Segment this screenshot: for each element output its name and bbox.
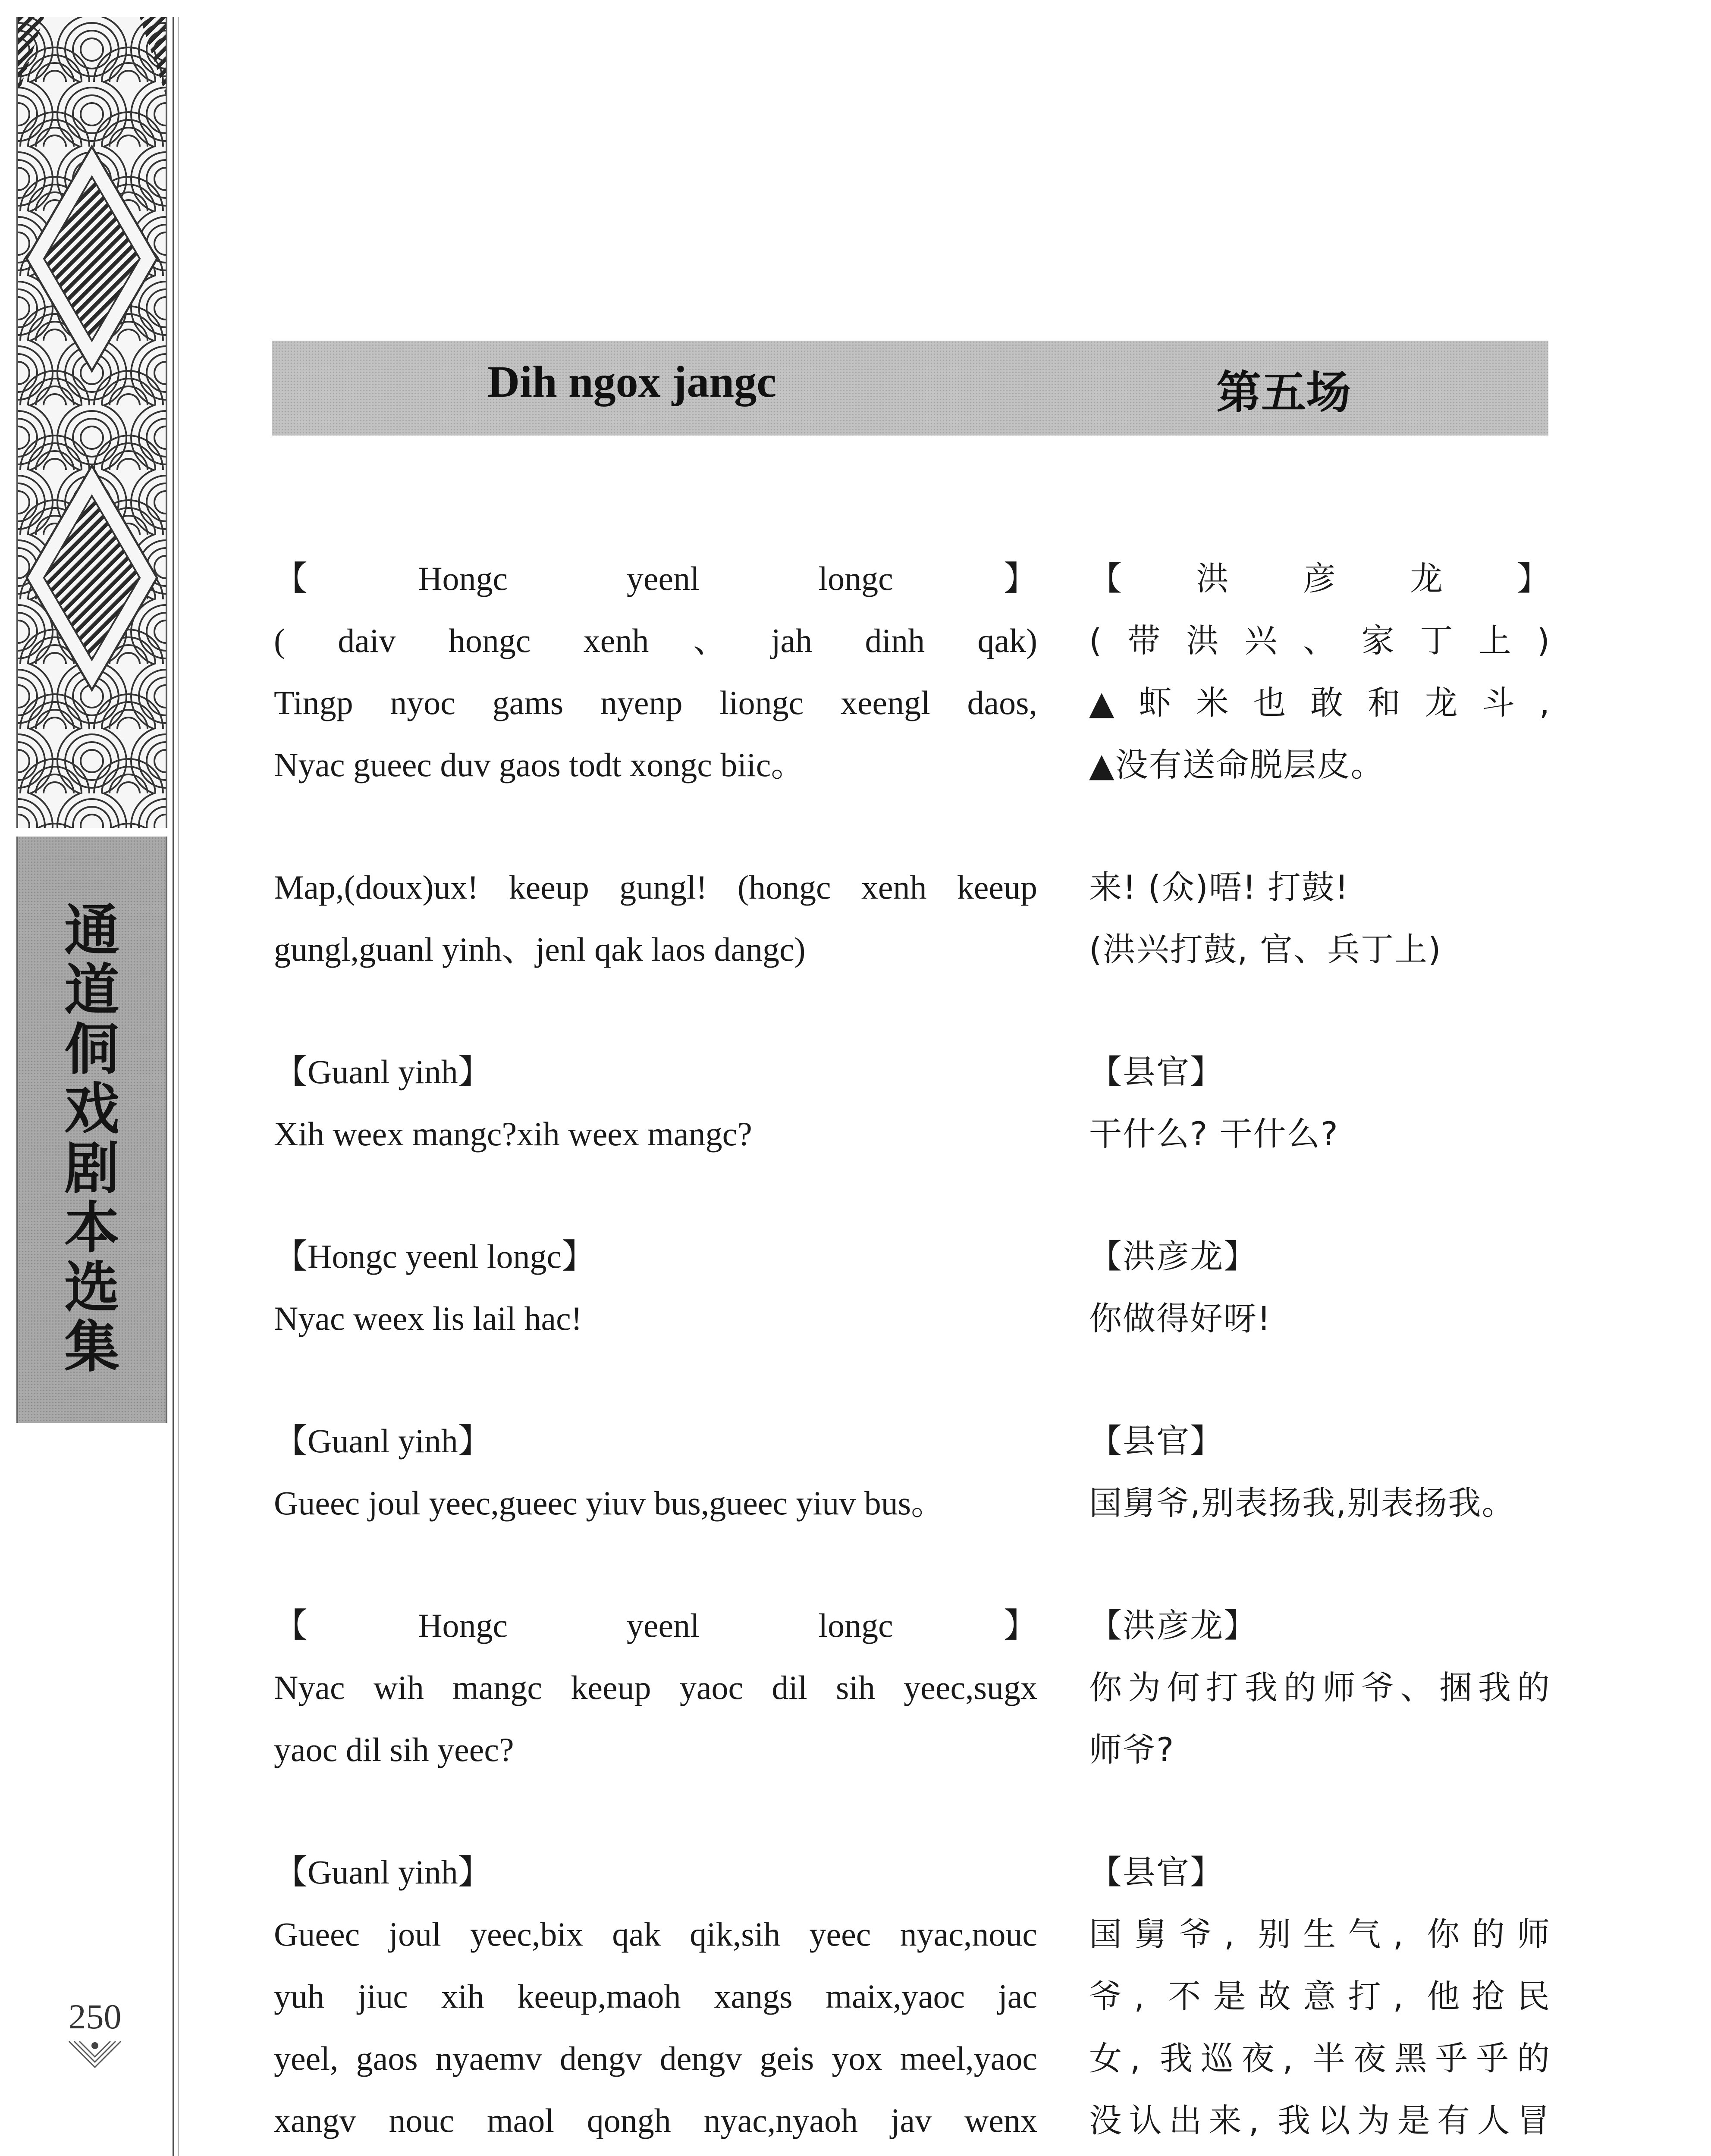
chinese-line: 【洪彦龙】 (1089, 1606, 1257, 1645)
dialogue-block (274, 856, 1551, 981)
dialogue-block (274, 1410, 1551, 1534)
dong-line: Nyac wih mangc keeup yaoc dil sih yeec,sugx (274, 1669, 1037, 1706)
dialogue-block (274, 1225, 1551, 1350)
chinese-line: ▲虾米也敢和龙斗, (1089, 683, 1551, 722)
dong-line: 【Guanl yinh】 (274, 1853, 492, 1891)
scene-header-banner (272, 341, 1548, 436)
dong-line: Nyac gueec duv gaos todt xongc biic。 (274, 746, 805, 783)
dong-line: yaoc dil sih yeec? (274, 1731, 514, 1768)
page-ornament-icon (68, 2039, 122, 2069)
chinese-line: (带洪兴、家丁上) (1089, 621, 1551, 660)
dong-line: yeel, gaos nyaemv dengv dengv geis yox meel,yaoc (274, 2040, 1037, 2077)
chinese-line: (洪兴打鼓, 官、兵丁上) (1089, 930, 1442, 968)
dong-line: 【Guanl yinh】 (274, 1053, 492, 1091)
dong-line: 【Hongc yeenl longc】 (274, 560, 1037, 597)
dong-line: 【Hongc yeenl longc】 (274, 1607, 1037, 1644)
chinese-text-column (1089, 1595, 1551, 1781)
chinese-line: 【洪彦龙】 (1089, 559, 1551, 598)
chinese-line: 【县官】 (1089, 1853, 1224, 1891)
book-title-char: 侗 (64, 1018, 119, 1082)
book-title-char: 选 (64, 1256, 119, 1320)
chinese-line: 【洪彦龙】 (1089, 1237, 1257, 1275)
dong-line: Gueec joul yeec,gueec yiuv bus,gueec yiuv bus。 (274, 1484, 945, 1522)
book-title-char: 本 (64, 1196, 119, 1260)
dong-text-column (274, 548, 1037, 796)
book-title-char: 集 (64, 1315, 119, 1379)
dialogue-block (274, 1595, 1551, 1781)
dong-line: yuh jiuc xih keeup,maoh xangs maix,yaoc jac (274, 1977, 1037, 2015)
book-title-char: 道 (64, 958, 119, 1022)
page-edge-rule (173, 17, 174, 2156)
dong-line: ( daiv hongc xenh、jah dinh qak) (274, 622, 1038, 659)
chinese-line: 【县官】 (1089, 1422, 1224, 1460)
dong-text-column (274, 1410, 1037, 1534)
dong-line: Gueec joul yeec,bix qak qik,sih yeec nyac,nouc (274, 1915, 1037, 1953)
cloud-pattern-graphic (18, 17, 166, 828)
chinese-line: 爷, 不是故意打, 他抢民 (1089, 1977, 1551, 2015)
dialogue-block (274, 1841, 1551, 2152)
dong-line: xangv nouc maol qongh nyac,nyaoh jav wenx (274, 2102, 1037, 2139)
decorative-pattern-band (16, 17, 167, 828)
dong-text-column (274, 1841, 1037, 2152)
chinese-line: 国舅爷,别表扬我,别表扬我。 (1089, 1484, 1516, 1522)
dong-line: gungl,guanl yinh、jenl qak laos dangc) (274, 931, 806, 968)
chinese-line: 来! (众)唔! 打鼓! (1089, 868, 1350, 906)
chinese-text-column (1089, 1041, 1551, 1165)
chinese-text-column (1089, 1841, 1551, 2152)
dialogue-block (274, 1041, 1551, 1165)
dong-line: Xih weex mangc?xih weex mangc? (274, 1115, 752, 1153)
scene-title-chinese: 第五场 (1216, 366, 1351, 419)
dialogue-block (274, 548, 1551, 796)
chinese-line: 你做得好呀! (1089, 1299, 1271, 1338)
chinese-line: ▲没有送命脱层皮。 (1089, 746, 1384, 784)
dong-line: Map,(doux)ux! keeup gungl! (hongc xenh keeup (274, 868, 1037, 906)
chinese-line: 【县官】 (1089, 1053, 1224, 1091)
chinese-text-column (1089, 1410, 1551, 1534)
book-title-char: 剧 (64, 1137, 119, 1201)
dong-line: 【Guanl yinh】 (274, 1422, 492, 1460)
chinese-line: 没认出来, 我以为是有人冒 (1089, 2101, 1551, 2140)
dialogue-content (274, 548, 1551, 2156)
page-number: 250 (68, 1997, 122, 2036)
scene-title-roman: Dih ngox jangc (487, 357, 777, 407)
book-title-char: 通 (64, 899, 119, 963)
chinese-line: 女, 我巡夜, 半夜黑乎乎的 (1089, 2039, 1551, 2078)
chinese-text-column (1089, 548, 1551, 796)
page-edge-rule-thin (178, 17, 179, 2156)
chinese-line: 干什么? 干什么? (1089, 1115, 1339, 1153)
dong-text-column (274, 1595, 1037, 1781)
chinese-line: 国舅爷, 别生气, 你的师 (1089, 1915, 1551, 1953)
dong-text-column (274, 856, 1037, 981)
dong-line: Tingp nyoc gams nyenp liongc xeengl daos, (274, 684, 1037, 721)
chinese-text-column (1089, 856, 1551, 981)
dong-line: 【Hongc yeenl longc】 (274, 1238, 596, 1275)
chinese-line: 你为何打我的师爷、捆我的 (1089, 1668, 1551, 1707)
dong-text-column (274, 1225, 1037, 1350)
book-title-char: 戏 (64, 1077, 119, 1141)
dong-text-column (274, 1041, 1037, 1165)
book-title-band (16, 837, 167, 1423)
book-title-vertical (18, 901, 166, 1377)
chinese-text-column (1089, 1225, 1551, 1350)
dong-line: Nyac weex lis lail hac! (274, 1300, 582, 1337)
chinese-line: 师爷? (1089, 1730, 1175, 1769)
